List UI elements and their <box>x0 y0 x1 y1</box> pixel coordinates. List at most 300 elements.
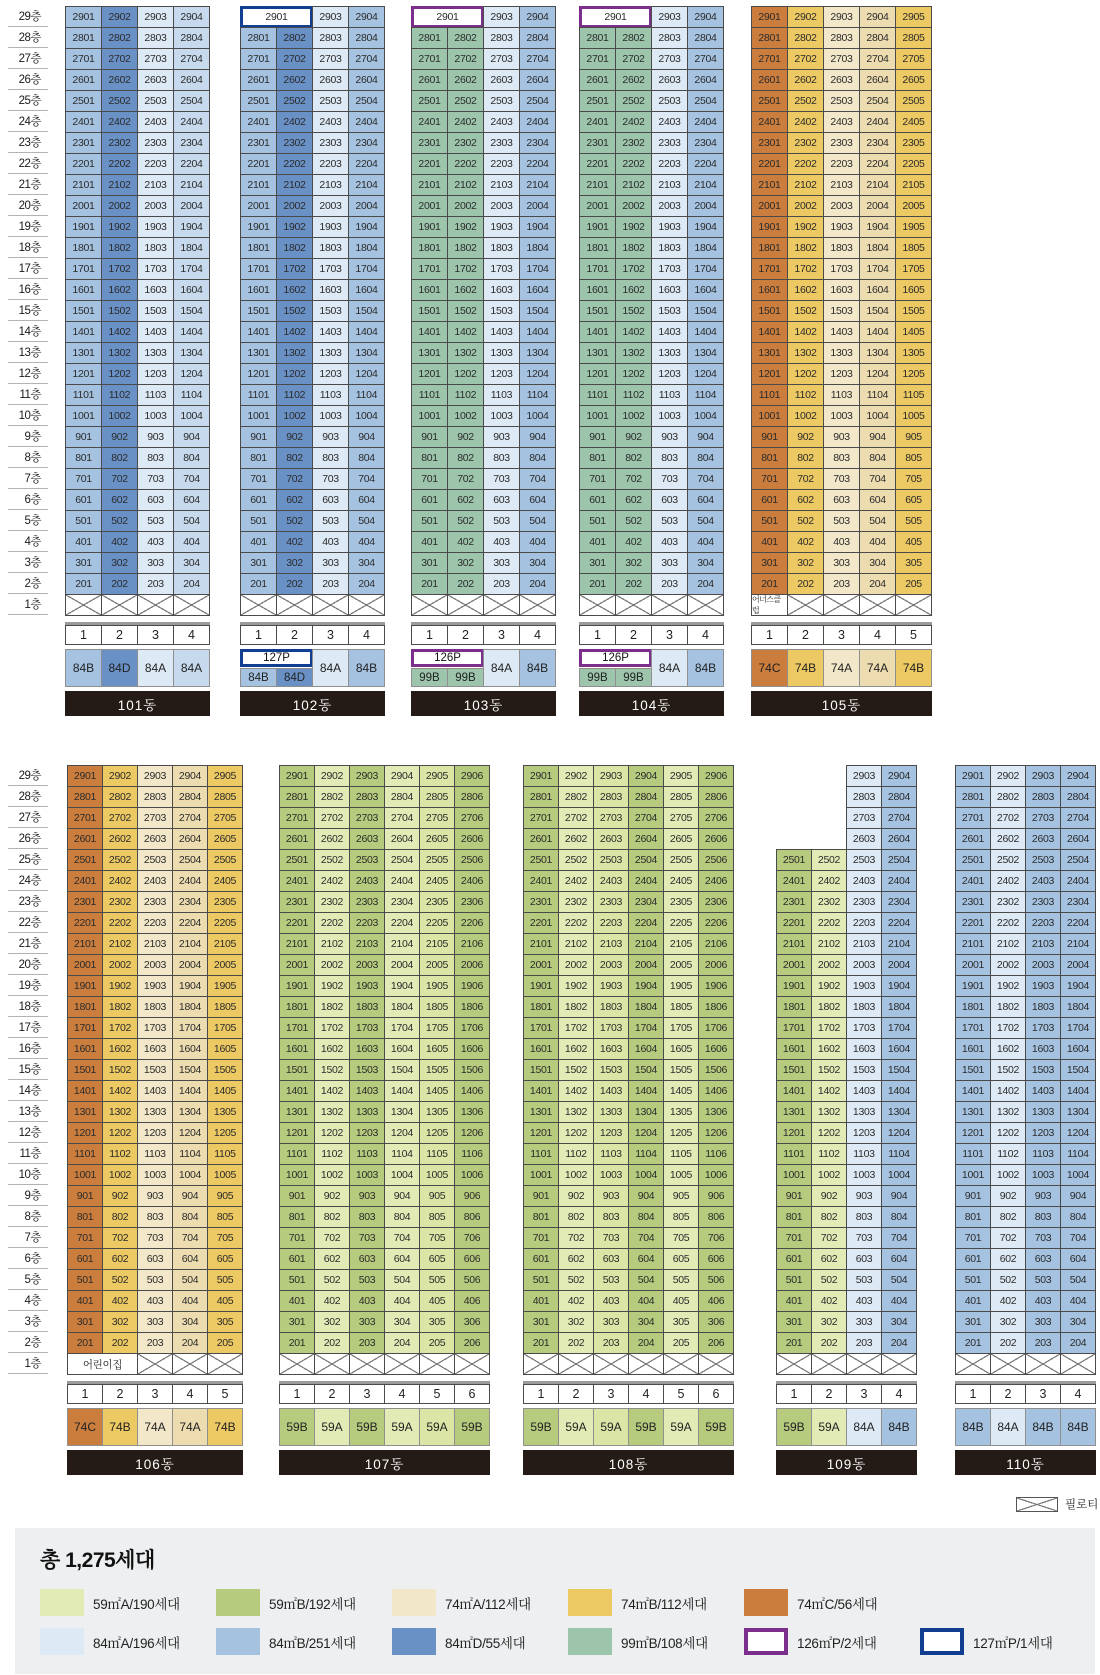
piloti-cell <box>519 594 556 616</box>
unit-cell: 2603 <box>1025 828 1061 850</box>
line-number-row <box>411 622 556 645</box>
unit-cell: 2806 <box>454 786 490 808</box>
unit-cell: 1401 <box>776 1080 812 1102</box>
unit-cell: 1702 <box>615 258 652 280</box>
unit-cell: 1601 <box>579 279 616 301</box>
unit-cell: 1402 <box>558 1080 594 1102</box>
floor-row <box>67 933 243 955</box>
floor-row <box>955 912 1096 934</box>
unit-cell: 2705 <box>663 807 699 829</box>
unit-cell: 2703 <box>823 48 860 70</box>
building-name: 102동 <box>240 691 385 716</box>
unit-cell: 2601 <box>65 69 102 91</box>
unit-cell: 1903 <box>823 216 860 238</box>
unit-cell: 2101 <box>776 933 812 955</box>
unit-cell: 902 <box>615 426 652 448</box>
unit-type-cell: 84D <box>276 668 313 687</box>
unit-cell: 2201 <box>955 912 991 934</box>
unit-cell: 2504 <box>519 90 556 112</box>
unit-cell: 506 <box>454 1269 490 1291</box>
unit-cell: 1503 <box>137 1059 173 1081</box>
unit-cell: 1503 <box>823 300 860 322</box>
unit-cell: 702 <box>276 468 313 490</box>
floor-row <box>411 132 556 154</box>
floor-label: 14층 <box>8 321 48 342</box>
unit-cell: 203 <box>846 1332 882 1354</box>
floor-row <box>240 6 385 28</box>
unit-cell: 1204 <box>172 1122 208 1144</box>
floor-row <box>279 954 490 976</box>
line-number: 3 <box>846 1384 882 1404</box>
floor-row <box>411 405 556 427</box>
unit-cell: 504 <box>172 1269 208 1291</box>
unit-cell: 1605 <box>663 1038 699 1060</box>
unit-cell: 2701 <box>67 807 103 829</box>
unit-cell: 1202 <box>101 363 138 385</box>
unit-type-cell: 59B <box>279 1408 315 1446</box>
unit-cell: 1701 <box>579 258 616 280</box>
unit-cell: 2404 <box>384 870 420 892</box>
unit-cell: 902 <box>276 426 313 448</box>
legend-label: 74㎡A/112세대 <box>445 1596 531 1612</box>
unit-cell: 405 <box>895 531 932 553</box>
unit-type-row <box>65 649 210 687</box>
unit-cell: 1104 <box>173 384 210 406</box>
unit-cell: 2503 <box>137 90 174 112</box>
unit-cell: 2905 <box>419 765 455 787</box>
floor-row <box>579 48 724 70</box>
unit-cell: 1103 <box>846 1143 882 1165</box>
unit-cell: 2802 <box>447 27 484 49</box>
floor-row <box>579 69 724 91</box>
unit-cell: 1006 <box>698 1164 734 1186</box>
unit-cell: 903 <box>483 426 520 448</box>
floor-row <box>523 1101 734 1123</box>
piloti-cell <box>349 1353 385 1375</box>
unit-cell: 2704 <box>881 807 917 829</box>
unit-cell: 1704 <box>881 1017 917 1039</box>
unit-cell: 604 <box>172 1248 208 1270</box>
unit-cell: 2302 <box>314 891 350 913</box>
floor-label: 23층 <box>8 891 48 912</box>
piloti-cell <box>1025 1353 1061 1375</box>
unit-cell: 2401 <box>523 870 559 892</box>
unit-cell: 1901 <box>65 216 102 238</box>
floor-row <box>579 363 724 385</box>
floor-label: 29층 <box>8 765 48 786</box>
unit-cell: 2504 <box>348 90 385 112</box>
floor-row <box>67 1269 243 1291</box>
unit-cell: 1801 <box>240 237 277 259</box>
unit-cell: 2204 <box>687 153 724 175</box>
unit-cell: 2503 <box>651 90 688 112</box>
piloti-cell <box>593 1353 629 1375</box>
unit-cell: 1905 <box>207 975 243 997</box>
unit-cell: 604 <box>687 489 724 511</box>
floor-row <box>65 300 210 322</box>
unit-cell: 2202 <box>615 153 652 175</box>
piloti-cell <box>411 594 448 616</box>
unit-cell: 2301 <box>579 132 616 154</box>
unit-cell: 1903 <box>483 216 520 238</box>
floor-row <box>751 153 932 175</box>
unit-cell: 305 <box>419 1311 455 1333</box>
unit-cell: 2903 <box>349 765 385 787</box>
line-number: 1 <box>65 625 102 645</box>
unit-cell: 1001 <box>776 1164 812 1186</box>
building-107동 <box>279 765 490 1475</box>
unit-cell: 803 <box>1025 1206 1061 1228</box>
unit-cell: 204 <box>173 573 210 595</box>
unit-cell: 1506 <box>454 1059 490 1081</box>
unit-cell: 1003 <box>846 1164 882 1186</box>
unit-cell: 1903 <box>137 975 173 997</box>
unit-cell: 904 <box>384 1185 420 1207</box>
unit-cell: 201 <box>579 573 616 595</box>
unit-cell: 2201 <box>279 912 315 934</box>
unit-cell: 2104 <box>348 174 385 196</box>
legend-item <box>744 1628 920 1655</box>
unit-cell: 1502 <box>615 300 652 322</box>
floor-row <box>65 279 210 301</box>
unit-cell: 2502 <box>447 90 484 112</box>
unit-cell: 304 <box>859 552 896 574</box>
floor-row <box>523 870 734 892</box>
line-number: 6 <box>454 1384 490 1404</box>
unit-cell: 901 <box>955 1185 991 1207</box>
unit-cell: 605 <box>895 489 932 511</box>
legend-swatch <box>744 1589 788 1616</box>
unit-cell: 2402 <box>447 111 484 133</box>
unit-cell: 1902 <box>558 975 594 997</box>
unit-cell: 2002 <box>101 195 138 217</box>
unit-cell: 2502 <box>102 849 138 871</box>
unit-cell: 2203 <box>312 153 349 175</box>
unit-cell: 2006 <box>454 954 490 976</box>
unit-cell: 603 <box>137 489 174 511</box>
piloti-cell <box>698 1353 734 1375</box>
unit-cell: 1003 <box>137 1164 173 1186</box>
floor-row <box>67 828 243 850</box>
unit-cell: 704 <box>881 1227 917 1249</box>
floor-row <box>411 342 556 364</box>
unit-cell: 604 <box>348 489 385 511</box>
unit-cell: 502 <box>787 510 824 532</box>
unit-cell: 2005 <box>663 954 699 976</box>
unit-cell: 1705 <box>419 1017 455 1039</box>
unit-cell: 2905 <box>895 6 932 28</box>
unit-type-row <box>751 649 932 687</box>
unit-cell: 304 <box>519 552 556 574</box>
unit-cell: 401 <box>65 531 102 553</box>
floor-row <box>65 111 210 133</box>
unit-cell: 601 <box>751 489 788 511</box>
unit-cell: 2505 <box>895 90 932 112</box>
ground-floor-row <box>67 1353 243 1375</box>
unit-cell: 1602 <box>615 279 652 301</box>
unit-cell: 402 <box>276 531 313 553</box>
unit-cell: 203 <box>312 573 349 595</box>
unit-cell: 1204 <box>881 1122 917 1144</box>
floor-row <box>67 765 243 787</box>
unit-cell: 1402 <box>314 1080 350 1102</box>
unit-cell: 801 <box>240 447 277 469</box>
unit-cell: 2501 <box>279 849 315 871</box>
unit-cell: 1504 <box>687 300 724 322</box>
unit-cell: 1201 <box>523 1122 559 1144</box>
unit-cell: 701 <box>776 1227 812 1249</box>
unit-cell: 2805 <box>419 786 455 808</box>
unit-cell: 803 <box>651 447 688 469</box>
unit-cell: 704 <box>384 1227 420 1249</box>
piloti-cell <box>207 1353 243 1375</box>
unit-cell: 2802 <box>787 27 824 49</box>
unit-cell: 2704 <box>687 48 724 70</box>
unit-cell: 401 <box>523 1290 559 1312</box>
floor-row <box>751 405 932 427</box>
unit-cell: 203 <box>137 1332 173 1354</box>
unit-cell: 704 <box>628 1227 664 1249</box>
floor-row <box>955 1164 1096 1186</box>
unit-cell: 2704 <box>384 807 420 829</box>
unit-cell: 1903 <box>312 216 349 238</box>
unit-cell: 901 <box>579 426 616 448</box>
floor-row <box>65 90 210 112</box>
unit-cell: 2801 <box>240 27 277 49</box>
floor-row <box>523 828 734 850</box>
unit-cell: 2303 <box>823 132 860 154</box>
floor-row <box>776 849 917 871</box>
unit-cell: 401 <box>67 1290 103 1312</box>
legend-label: 84㎡D/55세대 <box>445 1635 526 1651</box>
unit-cell: 2603 <box>483 69 520 91</box>
unit-cell: 1405 <box>663 1080 699 1102</box>
unit-type-cell: 84B <box>687 649 724 687</box>
floor-row <box>240 468 385 490</box>
unit-cell: 1305 <box>895 342 932 364</box>
floor-row <box>579 216 724 238</box>
floor-row <box>955 849 1096 871</box>
unit-cell: 903 <box>651 426 688 448</box>
unit-cell: 1904 <box>687 216 724 238</box>
unit-cell: 2902 <box>558 765 594 787</box>
unit-cell: 2601 <box>240 69 277 91</box>
unit-cell: 1604 <box>173 279 210 301</box>
unit-cell: 2403 <box>483 111 520 133</box>
unit-cell: 902 <box>558 1185 594 1207</box>
unit-cell: 2301 <box>776 891 812 913</box>
unit-cell: 1302 <box>102 1101 138 1123</box>
legend-row-2 <box>40 1628 1095 1655</box>
unit-cell: 2501 <box>955 849 991 871</box>
unit-cell: 2801 <box>579 27 616 49</box>
unit-type-cell: 84B <box>955 1408 991 1446</box>
unit-cell: 1505 <box>895 300 932 322</box>
floor-label: 5층 <box>8 510 48 531</box>
unit-cell: 2902 <box>787 6 824 28</box>
unit-cell: 602 <box>314 1248 350 1270</box>
floor-row <box>955 1059 1096 1081</box>
unit-cell: 2104 <box>881 933 917 955</box>
unit-cell: 2201 <box>776 912 812 934</box>
legend-label: 84㎡B/251세대 <box>269 1635 356 1651</box>
piloti-cell <box>384 1353 420 1375</box>
unit-cell: 2904 <box>881 765 917 787</box>
unit-cell: 1401 <box>411 321 448 343</box>
floor-row <box>955 786 1096 808</box>
unit-cell: 2001 <box>523 954 559 976</box>
unit-cell: 301 <box>279 1311 315 1333</box>
unit-cell: 1502 <box>787 300 824 322</box>
unit-cell: 901 <box>411 426 448 448</box>
line-number: 4 <box>172 1384 208 1404</box>
unit-cell: 503 <box>823 510 860 532</box>
floor-row <box>523 849 734 871</box>
unit-cell: 2004 <box>881 954 917 976</box>
unit-cell: 1502 <box>276 300 313 322</box>
unit-cell: 1801 <box>411 237 448 259</box>
line-number: 4 <box>384 1384 420 1404</box>
unit-cell: 1603 <box>483 279 520 301</box>
unit-cell: 1103 <box>312 384 349 406</box>
floor-row <box>411 321 556 343</box>
unit-cell: 1201 <box>240 363 277 385</box>
unit-cell: 1804 <box>172 996 208 1018</box>
unit-cell: 1702 <box>558 1017 594 1039</box>
unit-cell: 2303 <box>349 891 385 913</box>
line-number: 5 <box>419 1384 455 1404</box>
unit-cell: 1501 <box>65 300 102 322</box>
unit-cell: 1603 <box>1025 1038 1061 1060</box>
unit-cell: 304 <box>348 552 385 574</box>
unit-cell: 1504 <box>859 300 896 322</box>
unit-cell: 2201 <box>411 153 448 175</box>
unit-cell: 2203 <box>593 912 629 934</box>
unit-cell: 505 <box>207 1269 243 1291</box>
legend-item <box>744 1589 920 1616</box>
unit-cell: 2702 <box>102 807 138 829</box>
piloti-cell <box>137 1353 173 1375</box>
floor-row <box>776 1311 917 1333</box>
floor-row <box>523 1185 734 1207</box>
line-number: 2 <box>811 1384 847 1404</box>
unit-cell: 401 <box>751 531 788 553</box>
unit-cell: 1103 <box>349 1143 385 1165</box>
floor-row <box>579 300 724 322</box>
unit-cell: 206 <box>454 1332 490 1354</box>
unit-cell: 202 <box>787 573 824 595</box>
floor-row <box>240 27 385 49</box>
unit-cell: 1801 <box>67 996 103 1018</box>
floor-row <box>523 1290 734 1312</box>
floor-row <box>955 1311 1096 1333</box>
unit-cell: 605 <box>207 1248 243 1270</box>
unit-cell: 1903 <box>651 216 688 238</box>
floor-label: 22층 <box>8 153 48 174</box>
unit-cell: 2002 <box>990 954 1026 976</box>
unit-cell: 201 <box>279 1332 315 1354</box>
unit-cell: 2001 <box>240 195 277 217</box>
floor-row <box>411 258 556 280</box>
unit-cell: 2505 <box>207 849 243 871</box>
unit-cell: 2702 <box>276 48 313 70</box>
unit-cell: 504 <box>519 510 556 532</box>
unit-cell: 2101 <box>279 933 315 955</box>
unit-cell: 2203 <box>1025 912 1061 934</box>
unit-cell: 2904 <box>628 765 664 787</box>
floor-row <box>65 153 210 175</box>
unit-cell: 801 <box>955 1206 991 1228</box>
floor-row <box>523 1059 734 1081</box>
unit-cell: 205 <box>663 1332 699 1354</box>
unit-cell: 1004 <box>384 1164 420 1186</box>
floor-label: 13층 <box>8 1101 48 1122</box>
unit-cell: 1402 <box>102 1080 138 1102</box>
unit-cell: 601 <box>579 489 616 511</box>
piloti-cell <box>663 1353 699 1375</box>
unit-cell: 1102 <box>314 1143 350 1165</box>
unit-cell: 1502 <box>102 1059 138 1081</box>
floor-row <box>955 1248 1096 1270</box>
unit-cell: 1105 <box>207 1143 243 1165</box>
unit-cell: 2602 <box>314 828 350 850</box>
unit-cell: 805 <box>663 1206 699 1228</box>
unit-cell: 2202 <box>811 912 847 934</box>
unit-cell: 1203 <box>483 363 520 385</box>
unit-cell: 1405 <box>419 1080 455 1102</box>
unit-cell: 1503 <box>483 300 520 322</box>
unit-cell: 602 <box>447 489 484 511</box>
unit-cell: 901 <box>523 1185 559 1207</box>
unit-type-row <box>776 1408 917 1446</box>
legend-row-1 <box>40 1589 1095 1616</box>
unit-cell: 1802 <box>811 996 847 1018</box>
floor-label: 6층 <box>8 489 48 510</box>
unit-cell: 2904 <box>687 6 724 28</box>
line-number: 1 <box>751 625 788 645</box>
line-number: 4 <box>173 625 210 645</box>
floor-row <box>67 1017 243 1039</box>
unit-cell: 904 <box>881 1185 917 1207</box>
unit-cell: 304 <box>687 552 724 574</box>
penthouse-type-stack <box>240 649 313 687</box>
legend-label: 59㎡B/192세대 <box>269 1596 356 1612</box>
unit-cell: 2802 <box>276 27 313 49</box>
unit-cell: 2805 <box>207 786 243 808</box>
building-name: 105동 <box>751 691 932 716</box>
unit-cell: 1201 <box>751 363 788 385</box>
unit-cell: 2802 <box>990 786 1026 808</box>
unit-cell: 1704 <box>1060 1017 1096 1039</box>
unit-cell: 1406 <box>454 1080 490 1102</box>
floor-label: 9층 <box>8 1185 48 1206</box>
unit-cell: 1701 <box>67 1017 103 1039</box>
unit-cell: 1702 <box>276 258 313 280</box>
floor-label: 25층 <box>8 849 48 870</box>
unit-cell: 2202 <box>101 153 138 175</box>
floor-label: 17층 <box>8 1017 48 1038</box>
unit-cell: 2801 <box>523 786 559 808</box>
unit-cell: 2704 <box>1060 807 1096 829</box>
unit-cell: 2604 <box>687 69 724 91</box>
unit-cell: 2401 <box>579 111 616 133</box>
unit-cell: 904 <box>628 1185 664 1207</box>
unit-type-cell: 59A <box>314 1408 350 1446</box>
unit-cell: 1103 <box>137 384 174 406</box>
unit-cell: 2901 <box>523 765 559 787</box>
unit-cell: 306 <box>698 1311 734 1333</box>
unit-cell: 403 <box>312 531 349 553</box>
